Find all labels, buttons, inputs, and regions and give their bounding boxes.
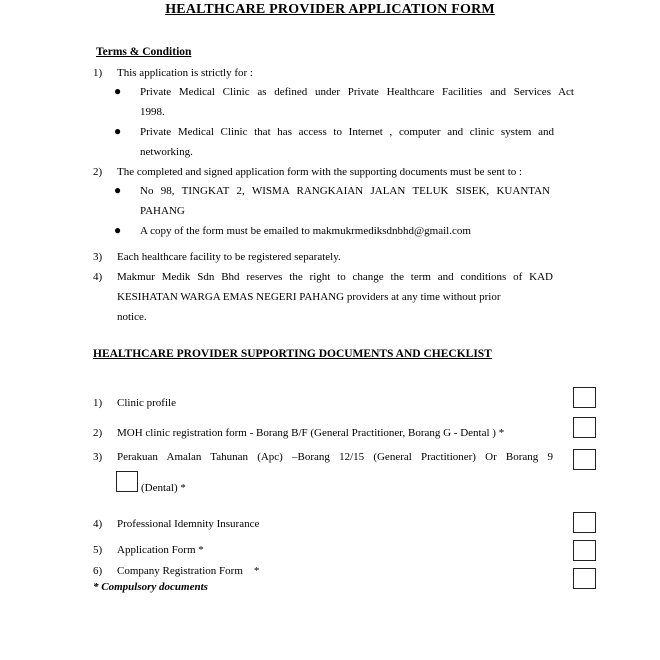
bullet-icon: ● [114, 124, 122, 138]
checklist-checkbox[interactable] [573, 387, 596, 408]
form-title: HEALTHCARE PROVIDER APPLICATION FORM [165, 2, 495, 17]
checklist-item-number: 6) [93, 565, 103, 577]
bullet-icon: ● [114, 183, 122, 197]
bullet-text-continued: networking. [140, 146, 193, 158]
terms-item-text: Makmur Medik Sdn Bhd reserves the right to change the term and conditions of KAD [117, 271, 553, 283]
checklist-checkbox[interactable] [573, 512, 596, 533]
terms-item-number: 4) [93, 271, 103, 283]
terms-heading: Terms & Condition [96, 46, 192, 58]
terms-item-text: The completed and signed application form with the supporting documents must be sent to : [117, 166, 523, 178]
checklist-item-number: 2) [93, 427, 103, 439]
checklist-checkbox[interactable] [573, 568, 596, 589]
checklist-item-number: 1) [93, 397, 103, 409]
checklist-item-text: Company Registration Form * [117, 565, 260, 577]
checklist-item-number: 3) [93, 451, 103, 463]
bullet-text: Private Medical Clinic as defined under Private Healthcare Facilities and Services Act [140, 86, 574, 98]
checklist-checkbox[interactable] [573, 417, 596, 438]
checklist-item-text: MOH clinic registration form - Borang B/F (General Practitioner, Borang G - Dental ) * [117, 427, 505, 439]
checklist-item-text: Professional Idemnity Insurance [117, 518, 260, 530]
terms-item-number: 3) [93, 251, 103, 263]
email-instruction-text: A copy of the form must be emailed to makmukrmediksdnbhd@gmail.com [140, 225, 471, 237]
bullet-icon: ● [114, 84, 122, 98]
compulsory-footnote: * Compulsory documents [93, 581, 208, 593]
dental-checkbox[interactable] [116, 471, 138, 492]
checklist-item-text-continued: (Dental) * [141, 482, 186, 494]
terms-item-number: 2) [93, 166, 103, 178]
checklist-item-text: Perakuan Amalan Tahunan (Apc) –Borang 12/15 (General Practitioner) Or Borang 9 [117, 451, 553, 463]
terms-item-text: Each healthcare facility to be registered separately. [117, 251, 341, 263]
terms-item-number: 1) [93, 67, 103, 79]
terms-item-text-continued: notice. [117, 311, 147, 323]
checklist-item-number: 5) [93, 544, 103, 556]
bullet-icon: ● [114, 223, 122, 237]
checklist-item-text: Application Form * [117, 544, 204, 556]
address-text-continued: PAHANG [140, 205, 185, 217]
checklist-item-number: 4) [93, 518, 103, 530]
checklist-item-text: Clinic profile [117, 397, 176, 409]
terms-item-text-continued: KESIHATAN WARGA EMAS NEGERI PAHANG providers at any time without prior [117, 291, 501, 303]
bullet-text-continued: 1998. [140, 106, 165, 118]
bullet-text: Private Medical Clinic that has access to Internet , computer and clinic system and [140, 126, 554, 138]
terms-item-text: This application is strictly for : [117, 67, 253, 79]
checklist-checkbox[interactable] [573, 540, 596, 561]
address-text: No 98, TINGKAT 2, WISMA RANGKAIAN JALAN TELUK SISEK, KUANTAN [140, 185, 550, 197]
checklist-heading: HEALTHCARE PROVIDER SUPPORTING DOCUMENTS AND CHECKLIST [93, 348, 492, 360]
checklist-checkbox[interactable] [573, 449, 596, 470]
